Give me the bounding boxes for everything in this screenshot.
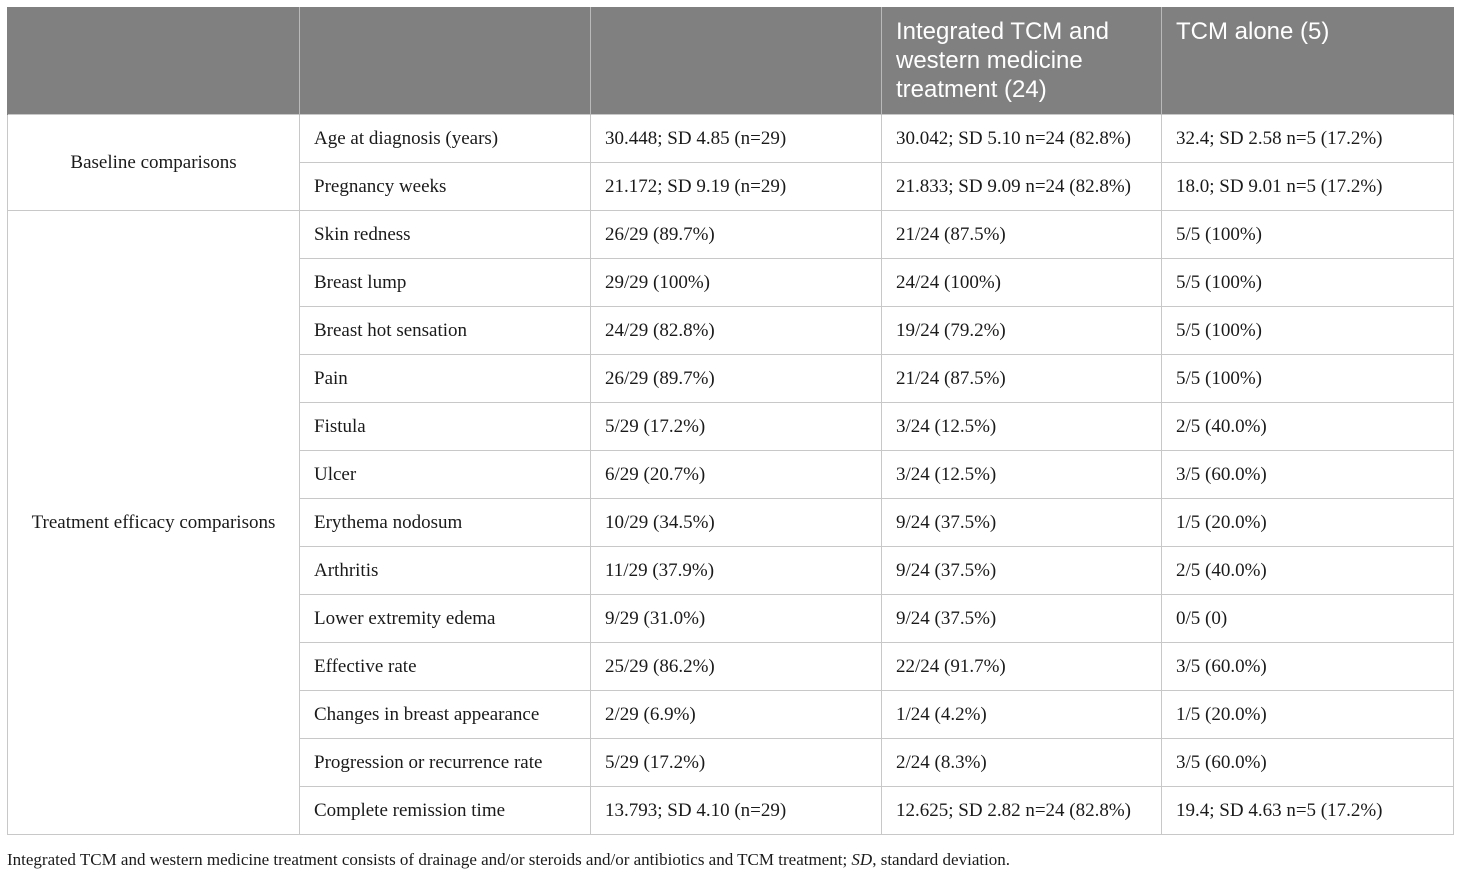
cell-item: Pregnancy weeks bbox=[300, 163, 591, 211]
cell-tcm: 32.4; SD 2.58 n=5 (17.2%) bbox=[1162, 115, 1454, 163]
cell-total: 5/29 (17.2%) bbox=[591, 403, 882, 451]
cell-integrated: 3/24 (12.5%) bbox=[882, 451, 1162, 499]
cell-total: 11/29 (37.9%) bbox=[591, 547, 882, 595]
cell-tcm: 3/5 (60.0%) bbox=[1162, 451, 1454, 499]
footnote-abbreviation: SD bbox=[851, 850, 873, 869]
cell-tcm: 5/5 (100%) bbox=[1162, 355, 1454, 403]
cell-tcm: 3/5 (60.0%) bbox=[1162, 739, 1454, 787]
cell-item: Progression or recurrence rate bbox=[300, 739, 591, 787]
results-table-container bbox=[7, 7, 1453, 835]
cell-tcm: 5/5 (100%) bbox=[1162, 211, 1454, 259]
cell-integrated: 2/24 (8.3%) bbox=[882, 739, 1162, 787]
cell-integrated: 21/24 (87.5%) bbox=[882, 211, 1162, 259]
cell-tcm: 1/5 (20.0%) bbox=[1162, 499, 1454, 547]
cell-integrated: 9/24 (37.5%) bbox=[882, 595, 1162, 643]
cell-total: 6/29 (20.7%) bbox=[591, 451, 882, 499]
cell-tcm: 0/5 (0) bbox=[1162, 595, 1454, 643]
results-table bbox=[7, 7, 1454, 835]
cell-tcm: 19.4; SD 4.63 n=5 (17.2%) bbox=[1162, 787, 1454, 835]
cell-item: Lower extremity edema bbox=[300, 595, 591, 643]
cell-total: 9/29 (31.0%) bbox=[591, 595, 882, 643]
cell-integrated: 21.833; SD 9.09 n=24 (82.8%) bbox=[882, 163, 1162, 211]
cell-total: 29/29 (100%) bbox=[591, 259, 882, 307]
cell-item: Complete remission time bbox=[300, 787, 591, 835]
cell-integrated: 9/24 (37.5%) bbox=[882, 499, 1162, 547]
table-footnote bbox=[7, 849, 1010, 871]
group-label-baseline: Baseline comparisons bbox=[8, 115, 300, 211]
cell-integrated: 12.625; SD 2.82 n=24 (82.8%) bbox=[882, 787, 1162, 835]
cell-item: Skin redness bbox=[300, 211, 591, 259]
cell-item: Age at diagnosis (years) bbox=[300, 115, 591, 163]
cell-tcm: 3/5 (60.0%) bbox=[1162, 643, 1454, 691]
cell-total: 26/29 (89.7%) bbox=[591, 211, 882, 259]
footnote-text-after: , standard deviation. bbox=[872, 850, 1011, 869]
cell-total: 26/29 (89.7%) bbox=[591, 355, 882, 403]
cell-tcm: 2/5 (40.0%) bbox=[1162, 403, 1454, 451]
cell-integrated: 19/24 (79.2%) bbox=[882, 307, 1162, 355]
cell-item: Arthritis bbox=[300, 547, 591, 595]
header-tcm-alone: TCM alone (5) bbox=[1162, 7, 1454, 115]
footnote-text-before: Integrated TCM and western medicine treatment consists of drainage and/or steroids and/or antibiotics and TCM treatment; bbox=[7, 850, 852, 869]
cell-item: Breast lump bbox=[300, 259, 591, 307]
header-group bbox=[8, 7, 300, 115]
cell-integrated: 3/24 (12.5%) bbox=[882, 403, 1162, 451]
cell-integrated: 9/24 (37.5%) bbox=[882, 547, 1162, 595]
cell-item: Changes in breast appearance bbox=[300, 691, 591, 739]
cell-total: 5/29 (17.2%) bbox=[591, 739, 882, 787]
cell-integrated: 21/24 (87.5%) bbox=[882, 355, 1162, 403]
cell-total: 10/29 (34.5%) bbox=[591, 499, 882, 547]
cell-total: 21.172; SD 9.19 (n=29) bbox=[591, 163, 882, 211]
cell-integrated: 22/24 (91.7%) bbox=[882, 643, 1162, 691]
cell-item: Breast hot sensation bbox=[300, 307, 591, 355]
header-row bbox=[8, 7, 1454, 115]
cell-total: 13.793; SD 4.10 (n=29) bbox=[591, 787, 882, 835]
cell-total: 30.448; SD 4.85 (n=29) bbox=[591, 115, 882, 163]
table-body bbox=[8, 115, 1454, 835]
cell-tcm: 2/5 (40.0%) bbox=[1162, 547, 1454, 595]
cell-total: 24/29 (82.8%) bbox=[591, 307, 882, 355]
cell-item: Pain bbox=[300, 355, 591, 403]
cell-integrated: 24/24 (100%) bbox=[882, 259, 1162, 307]
cell-item: Fistula bbox=[300, 403, 591, 451]
cell-total: 25/29 (86.2%) bbox=[591, 643, 882, 691]
cell-total: 2/29 (6.9%) bbox=[591, 691, 882, 739]
cell-tcm: 5/5 (100%) bbox=[1162, 307, 1454, 355]
cell-integrated: 1/24 (4.2%) bbox=[882, 691, 1162, 739]
cell-item: Erythema nodosum bbox=[300, 499, 591, 547]
table-header bbox=[8, 7, 1454, 115]
cell-tcm: 1/5 (20.0%) bbox=[1162, 691, 1454, 739]
cell-tcm: 18.0; SD 9.01 n=5 (17.2%) bbox=[1162, 163, 1454, 211]
table-row bbox=[8, 211, 1454, 259]
cell-item: Effective rate bbox=[300, 643, 591, 691]
group-label-efficacy: Treatment efficacy comparisons bbox=[8, 211, 300, 835]
cell-integrated: 30.042; SD 5.10 n=24 (82.8%) bbox=[882, 115, 1162, 163]
header-total bbox=[591, 7, 882, 115]
cell-item: Ulcer bbox=[300, 451, 591, 499]
table-row bbox=[8, 115, 1454, 163]
header-integrated: Integrated TCM and western medicine treatment (24) bbox=[882, 7, 1162, 115]
cell-tcm: 5/5 (100%) bbox=[1162, 259, 1454, 307]
header-item bbox=[300, 7, 591, 115]
